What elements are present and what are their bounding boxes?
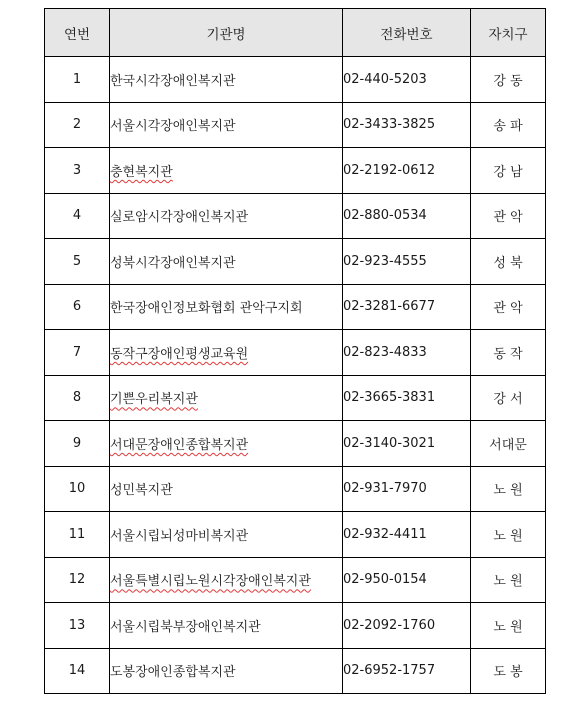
phone-number: 02-3665-3831: [343, 375, 471, 421]
table-row: [45, 102, 546, 148]
district-name: 관 악: [471, 284, 546, 330]
institution-name: 서울시각장애인복지관: [110, 102, 343, 148]
table-body: [45, 57, 546, 694]
institution-name: [110, 557, 343, 603]
institution-name: [110, 421, 343, 467]
institution-name: [110, 148, 343, 194]
table-row: [45, 466, 546, 512]
institution-name: 실로암시각장애인복지관: [110, 193, 343, 239]
district-name: 노 원: [471, 512, 546, 558]
header-phone: 전화번호: [343, 9, 471, 57]
district-name: 서대문: [471, 421, 546, 467]
table-row: [45, 603, 546, 649]
institution-name: [110, 375, 343, 421]
table-row: [45, 557, 546, 603]
row-number: 2: [45, 102, 110, 148]
row-number: 9: [45, 421, 110, 467]
phone-number: 02-923-4555: [343, 239, 471, 285]
district-name: 노 원: [471, 557, 546, 603]
row-number: 1: [45, 57, 110, 103]
district-name: 노 원: [471, 603, 546, 649]
header-district: 자치구: [471, 9, 546, 57]
district-name: 동 작: [471, 330, 546, 376]
phone-number: 02-2092-1760: [343, 603, 471, 649]
phone-number: 02-6952-1757: [343, 648, 471, 694]
district-name: 강 남: [471, 148, 546, 194]
district-name: 성 북: [471, 239, 546, 285]
table-row: [45, 57, 546, 103]
institution-table: [44, 8, 546, 694]
row-number: 7: [45, 330, 110, 376]
district-name: 송 파: [471, 102, 546, 148]
institution-name: [110, 330, 343, 376]
institution-name: 서울시립북부장애인복지관: [110, 603, 343, 649]
table-row: [45, 330, 546, 376]
row-number: 6: [45, 284, 110, 330]
phone-number: 02-950-0154: [343, 557, 471, 603]
phone-number: 02-3281-6677: [343, 284, 471, 330]
institution-name-text: 충현복지관: [110, 164, 173, 180]
phone-number: 02-932-4411: [343, 512, 471, 558]
institution-name: 서울시립뇌성마비복지관: [110, 512, 343, 558]
row-number: 14: [45, 648, 110, 694]
institution-name: 한국장애인정보화협회 관악구지회: [110, 284, 343, 330]
district-name: 도 봉: [471, 648, 546, 694]
institution-name: 성민복지관: [110, 466, 343, 512]
institution-name-text: 기쁜우리복지관: [110, 392, 198, 408]
table-row: [45, 648, 546, 694]
table-row: [45, 375, 546, 421]
row-number: 13: [45, 603, 110, 649]
row-number: 5: [45, 239, 110, 285]
phone-number: 02-880-0534: [343, 193, 471, 239]
institution-name: 성북시각장애인복지관: [110, 239, 343, 285]
phone-number: 02-3433-3825: [343, 102, 471, 148]
institution-name-text: 서울특별시립노원시각장애인복지관: [110, 574, 311, 590]
table-row: [45, 284, 546, 330]
row-number: 8: [45, 375, 110, 421]
row-number: 12: [45, 557, 110, 603]
institution-name: 도봉장애인종합복지관: [110, 648, 343, 694]
header-institution-name: 기관명: [110, 9, 343, 57]
district-name: 노 원: [471, 466, 546, 512]
row-number: 10: [45, 466, 110, 512]
row-number: 4: [45, 193, 110, 239]
phone-number: 02-3140-3021: [343, 421, 471, 467]
district-name: 강 동: [471, 57, 546, 103]
institution-name-text: 동작구장애인평생교육원: [110, 346, 249, 362]
institution-name-text: 서대문장애인종합복지관: [110, 437, 249, 453]
phone-number: 02-440-5203: [343, 57, 471, 103]
district-name: 강 서: [471, 375, 546, 421]
table-row: [45, 239, 546, 285]
table-row: [45, 512, 546, 558]
table-row: [45, 421, 546, 467]
table-header-row: [45, 9, 546, 57]
district-name: 관 악: [471, 193, 546, 239]
row-number: 3: [45, 148, 110, 194]
row-number: 11: [45, 512, 110, 558]
table-row: [45, 148, 546, 194]
table-row: [45, 193, 546, 239]
institution-name: 한국시각장애인복지관: [110, 57, 343, 103]
phone-number: 02-2192-0612: [343, 148, 471, 194]
phone-number: 02-823-4833: [343, 330, 471, 376]
header-number: 연번: [45, 9, 110, 57]
phone-number: 02-931-7970: [343, 466, 471, 512]
